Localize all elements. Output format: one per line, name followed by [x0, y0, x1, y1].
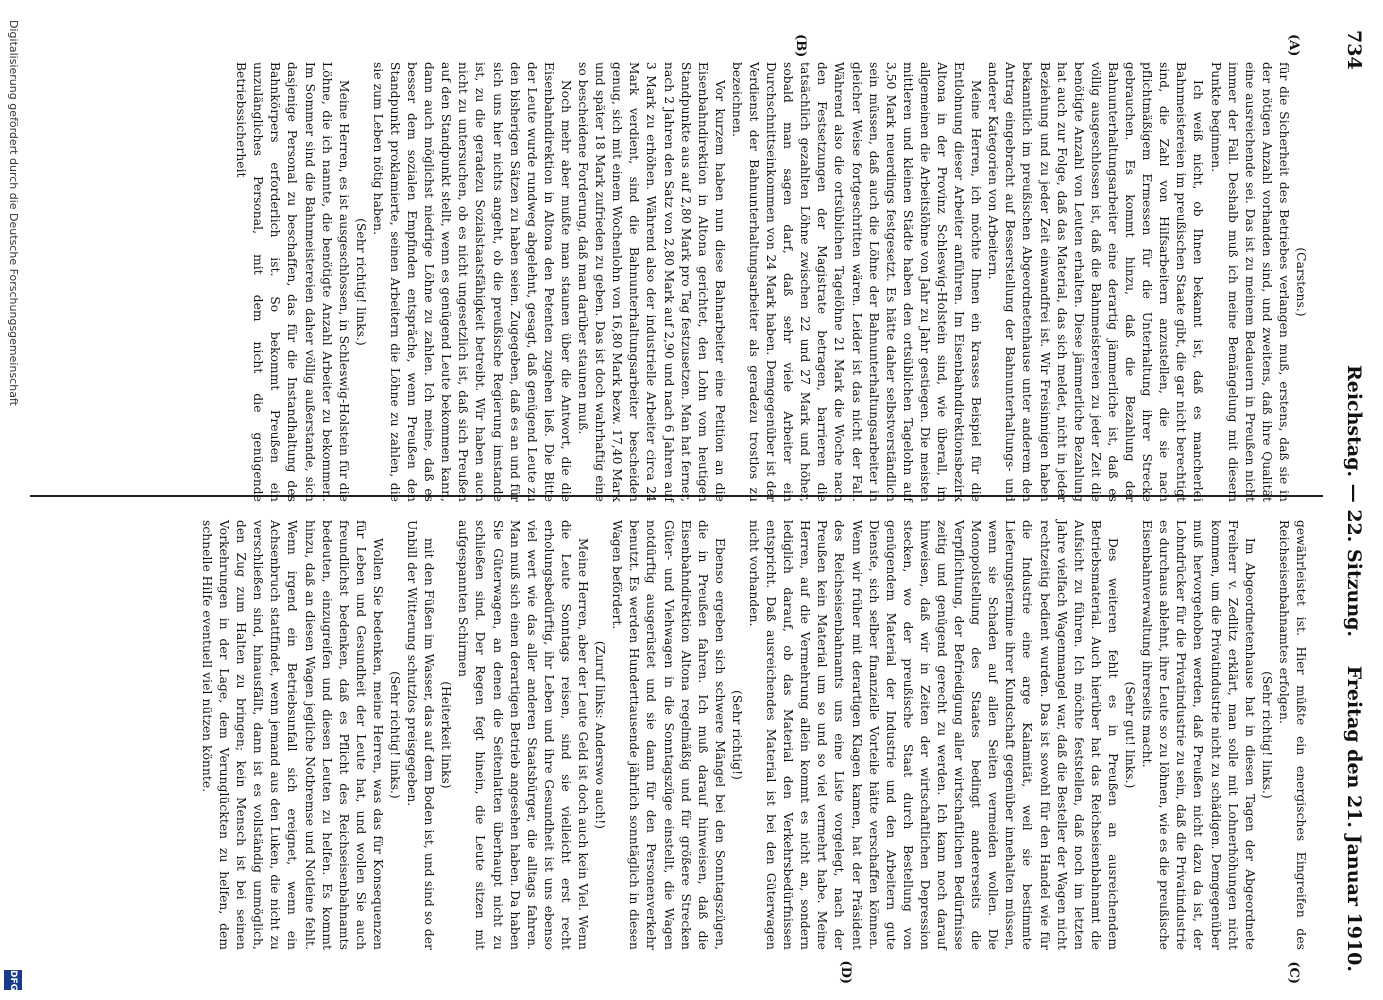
interjection: (Sehr gut! links.) [1123, 681, 1138, 789]
footer-credit: Digitalisierung gefördert durch die Deutsche Forschungsgemeinschaft [7, 20, 20, 406]
interjection: (Sehr richtig!) [729, 689, 744, 780]
paragraph: für die Sicherheit des Betriebes verlangen muß, erstens, daß sie in der nötigen Anzahl vorhanden sind, und zweitens, daß ihre Qualität eine ausreichende sei. Das ist zu meinem Bedauern in Preußen nicht immer der Fall. Deshalb muß ich meine Bemängelung mit diesem Punkte beginnen. [1208, 62, 1291, 502]
paragraph: Im Abgeordnetenhause hat in diesen Tagen der Abgeordnete Freiherr v. Zedlitz erklärt, man solle mit Lohnerhöhungen nicht kommen, um die Privatindustrie nicht zu schädigen. Demgegenüber muß hervorgehoben werden, daß Preußen nicht dazu da ist, der Lohndrücker für die Privatindustrie zu sein, daß die Privatindustrie es durchaus ablehnt, ihre Leute so zu löhnen, wie es die preußische Eisenbahnverwaltung ihrerseits macht. [1140, 520, 1257, 950]
paragraph: Wollen Sie bedenken, meine Herren, was das für Konsequenzen für Leben und Gesundheit der Leute hat, und wollen Sie auch freundlichst bedenken, daß es Pflicht des Reichseisenbahnamts bedeuten, einzugreifen und diesen Leuten zu helfen. Es kommt hinzu, daß an diesen Wagen jegliche Notbremse und Notleine fehlt. Wenn irgend ein Betriebsunfall sich ereignet, wenn ein Achsenbruch stattfindet, wenn jemand aus den Luken, die nicht zu verschließen sind, hinausfällt, dann ist es vollständig unmöglich, den Zug zum Halten zu bringen; kein Mensch ist bei seinen Vorkehrungen in der Lage, dem Verunglückten zu helfen, dem schnelle Hilfe eventuell viel nützen könnte. [200, 520, 385, 950]
paragraph: Meine Herren, ich möchte Ihnen ein krasses Beispiel für die Entlohnung dieser Arbeiter anführen. Im Eisenbahndirektionsbezirk Altona in der Provinz Schleswig-Holstein sind, wie überall, im allgemeinen die Arbeitslöhne von Jahr zu Jahr gestiegen. Die meisten mittleren und kleinen Städte haben den ortsüblichen Tagelohn auf 3,50 Mark neuerdings festgesetzt. Es hätte daher selbstverständlich sein müssen, daß auch die Löhne der Bahnunterhaltungsarbeiter in gleicher Weise fortgeschritten wären. Leider ist das nicht der Fall. Während also die ortsüblichen Tagelöhne 21 Mark die Woche nach den Festsetzungen der Magistrate betragen, barrieren die tatsächlich gezahlten Löhne zwischen 22 und 27 Mark und höher, sobald man sagen darf, daß sehr viele Arbeiter ein Durchschnittseinkommen von 24 Mark haben. Demgegenüber ist der Verdienst der Bahnunterhaltungsarbeiter als geradezu trostlos zu bezeichnen. [729, 62, 984, 502]
interjection: (Sehr richtig! links.) [1259, 671, 1274, 799]
paragraph: Ich weiß nicht, ob Ihnen bekannt ist, daß es mancherlei Bahnmeistereien im preußischen Staate gibt, die gar nicht berechtigt sind, die Zahl von Hilfsarbeitern anzustellen, die sie nach pflichtmäßigem Ermessen für die Unterhaltung ihrer Strecke gebrauchen. Es kommt hinzu, daß die Bezahlung der Bahnunterhaltungsarbeiter eine derartig jämmerliche ist, daß es völlig ausgeschlossen ist, daß die Bahnmeistereien zu jeder Zeit die benötigte Anzahl von Leuten erhalten. Diese jämmerliche Bezahlung hat auch zur Folge, daß das Material, das sich meldet, nicht in jeder Beziehung und zu jeder Zeit einwandfrei ist. Wir Freisinnigen haben bekanntlich im preußischen Abgeordnetenhause unter anderem den Antrag eingebracht auf Besserstellung der Bahnunterhaltungs- und anderer Kategorien von Arbeitern. [986, 62, 1206, 502]
paragraph: Ebenso ergeben sich schwere Mängel bei den Sonntagszügen, die in Preußen fahren. Ich muß darauf hinweisen, daß die Eisenbahndirektion Altona regelmäßig und für größere Strecken Güter- und Viehwagen in die Sonntagszüge einstellt, die Wagen notdürftig ausgerüstet und sie dann für den Personenverkehr benutzt. Es werden Hunderttausende jährlich sonntäglich in diesen Wagen befördert. [610, 520, 727, 950]
margin-marker-c: (C) [1286, 961, 1301, 984]
paragraph: Meine Herren, es ist ausgeschlossen, in Schleswig-Holstein für die Löhne, die ich nannte, die benötigte Anzahl Arbeiter zu bekommen. Im Sommer sind die Bahnmeistereien daher völlig außerstande, sich dasjenige Personal zu beschaffen, das für die Instandhaltung des Bahnkörpers erforderlich ist. So bekommt Preußen ein unzulängliches Personal, mit dem nicht die genügende Betriebssicherheit [234, 62, 351, 502]
dfg-logo-icon: DFG [4, 970, 22, 990]
interjection: (Sehr richtig! links.) [353, 218, 368, 346]
page-header [1325, 30, 1365, 972]
paragraph: mit den Füßen im Wasser, das auf dem Boden ist, und sind so der Unbill der Witterung schutzlos preisgegeben. [405, 520, 437, 950]
page-date: Freitag den 21. Januar 1910. [1343, 665, 1365, 972]
interjection: (Sehr richtig! links.) [388, 671, 403, 799]
paragraph: Vor kurzem haben nun diese Bahnarbeiter eine Petition an die Eisenbahndirektion in Altona gerichtet, den Lohn vom heutigen Standpunkte aus auf 2,80 Mark pro Tag festzusetzen. Man hat ferner, nach 2 Jahren den Satz von 2,80 Mark auf 2,90 und nach 6 Jahren auf 3 Mark zu erhöhen. Während also der industrielle Arbeiter circa 24 Mark verdient, sind die Bahnunterhaltungsarbeiter bescheiden genug, sich mit einem Wochenlohn von 16,80 Mark bezw. 17,40 Mark und später 18 Mark zufrieden zu geben. Das ist doch wahrhaftig eine so bescheidene Forderung, daß man darüber staunen muß. [576, 62, 727, 502]
right-column [198, 520, 1309, 950]
paragraph: Des weiteren fehlt es in Preußen an ausreichendem Betriebsmaterial. Auch hierüber hat das Reichseisenbahnamt die Aufsicht zu führen. Ich möchte feststellen, daß noch im letzten Jahre vielfach Wagenmangel war, daß die Besteller der Wagen nicht rechtzeitig bedient wurden. Das ist sowohl für den Handel wie für die Industrie eine arge Kalamität, weil sie bestimmte Lieferungstermine ihrer Kundschaft gegenüber innehalten müssen, wenn sie Schaden auf allen Seiten vermeiden wollen. Die Monopolstellung des Staates bedingt andererseits die Verpflichtung, der Befriedigung aller wirtschaftlichen Bedürfnisse zeitig und genügend gerecht zu werden. Ich kann noch darauf hinweisen, daß wir in Zeiten der wirtschaftlichen Depression stecken, wo der preußische Staat durch Bestellung von genügendem Material der Industrie und den Arbeitern gute Dienste, sich selber finanzielle Vorteile hätte verschaffen können. Wenn wir früher mit derartigen Klagen kamen, hat der Präsident des Reichseisenbahnamts uns eine Liste vorgelegt, nach der Preußen kein Material um so und so viel vermehrt habe. Meine Herren, auf die Vermehrung allein kommt es nicht an, sondern lediglich darauf, ob das Material den Verkehrsbedürfnissen entspricht. Daß ausreichendes Material ist bei den Güterwagen nicht vorhanden. [747, 520, 1120, 950]
interjection: (Carstens.) [1294, 247, 1308, 317]
margin-marker-d: (D) [838, 960, 853, 984]
interjection: (Heiterkeit links) [439, 681, 454, 789]
left-column [232, 62, 1309, 502]
page-number: 734 [1343, 30, 1365, 70]
paragraph: Noch mehr aber mußte man staunen über die Antwort, die die Eisenbahndirektion in Altona den Petenten zugehen ließ. Die Bitte der Leute wurde rundweg abgelehnt, gesagt, daß genügend Leute zu den bisherigen Sätzen zu haben seien. Zugegeben, daß es an und für sich uns hier nichts angeht, ob die preußische Regierung imstande ist, zu die geradezu Sozialstaatsfähigkeit betreibt. Wir haben auch nicht zu untersuchen, ob es nicht ungesetzlich ist, daß sich Preußen auf den Standpunkt stellt, wenn es genügend Leute bekommen kann, dann auch möglichst niedrige Löhne zu zahlen. Ich meine, daß es besser dem sozialen Empfinden entspräche, wenn Preußen den Standpunkt proklamierte, seinen Arbeitern die Löhne zu zahlen, die sie zum Leben nötig haben. [370, 62, 573, 502]
margin-marker-a: (A) [1286, 34, 1301, 57]
page-title: Reichstag. — 22. Sitzung. [1343, 364, 1365, 638]
footer [0, 0, 24, 1000]
interjection: (Zuruf links: Anderswo auch!) [593, 640, 608, 830]
paragraph: gewährleistet ist. Hier müßte ein energisches Eingreifen des Reichseisenbahnamtes erfolgen. [1276, 520, 1308, 950]
margin-marker-b: (B) [793, 34, 808, 58]
paragraph: Meine Herren, aber der Leute Geld ist doch auch kein Viel. Wenn die Leute Sonntags reisen, sind sie vielleicht erst recht erholungsbedürftig, ihr Leben und ihre Gesundheit ist uns ebenso viel wert wie das aller anderen Staatsbürger, die alltags fahren. Man muß sich einen derartigen Betrieb angesehen haben. Da haben Sie Güterwagen, an denen die Seitenlatten überhaupt nicht zu schließen sind. Der Regen fegt hinein, die Leute sitzen mit aufgespannten Schirmen [456, 520, 591, 950]
